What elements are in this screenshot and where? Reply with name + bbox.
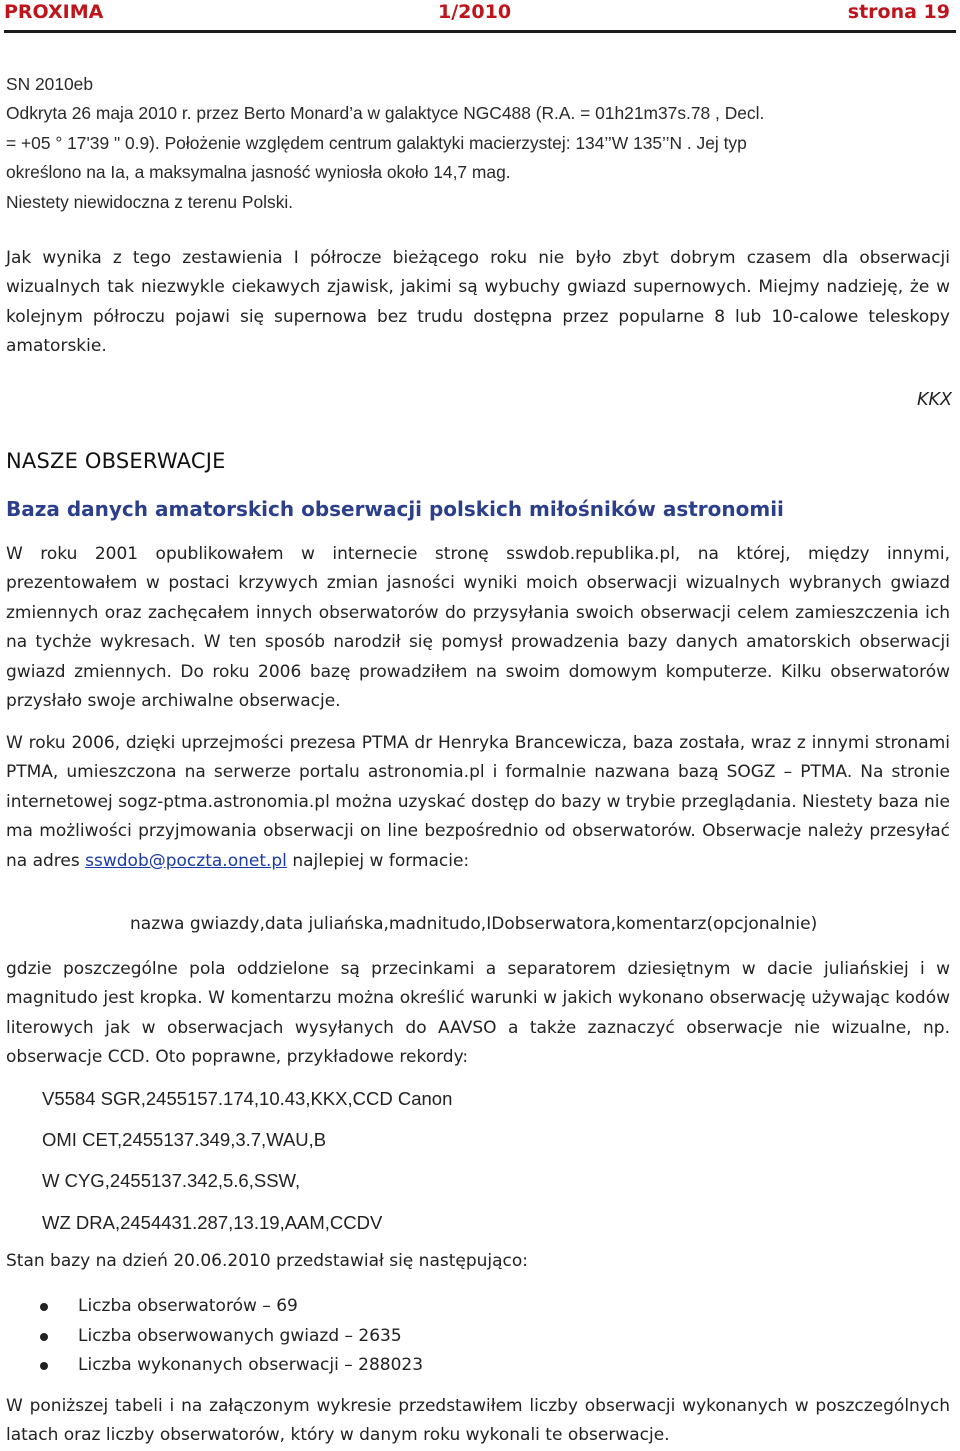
section-title: NASZE OBSERWACJE xyxy=(6,449,226,473)
list-item xyxy=(40,1323,423,1353)
paragraph-history xyxy=(6,540,950,716)
list-item-text: Liczba obserwowanych gwiazd – 2635 xyxy=(78,1325,402,1346)
example-records xyxy=(42,1084,452,1249)
issue-number: 1/2010 xyxy=(438,1,512,23)
list-item xyxy=(40,1352,423,1382)
page-header xyxy=(0,0,960,30)
supernova-line: = +05 ° 17'39 " 0.9). Położenie względem centrum galaktyki macierzystej: 134’’W 135’’N . Jej typ xyxy=(6,132,747,153)
bullet-icon xyxy=(40,1362,48,1370)
database-status-line: Stan bazy na dzień 20.06.2010 przedstawiał się następująco: xyxy=(6,1251,529,1271)
page-number: strona 19 xyxy=(847,1,950,23)
summary-paragraph xyxy=(6,244,950,362)
journal-name: PROXIMA xyxy=(4,1,104,23)
paragraph-database-text xyxy=(6,729,950,876)
supernova-line: Niestety niewidoczna z terenu Polski. xyxy=(6,191,294,212)
paragraph-database xyxy=(6,729,950,876)
supernova-description xyxy=(6,99,954,217)
bullet-icon xyxy=(40,1303,48,1311)
list-item xyxy=(40,1293,423,1323)
list-item-text: Liczba wykonanych obserwacji – 288023 xyxy=(78,1355,424,1375)
record-line: V5584 SGR,2455157.174,10.43,KKX,CCD Canon xyxy=(42,1088,453,1109)
record-line: OMI CET,2455137.349,3.7,WAU,B xyxy=(42,1129,327,1151)
summary-text: Jak wynika z tego zestawienia I półrocze bieżącego roku nie było zbyt dobrym czasem dla obserwacji wizualnych tak niezwykle ciekawych zjawisk, jakimi są wybuchy gwiazd supernowych. Miejmy nadzieję, że w kolejnym półroczu pojawi się supernowa bez trudu dostępna przez popularne 8 lub 10-calowe teleskopy amatorskie. xyxy=(6,248,950,357)
paragraph-fields xyxy=(6,955,950,1073)
statistics-list xyxy=(40,1293,423,1382)
paragraph-fields-text: gdzie poszczególne pola oddzielone są przecinkami a separatorem dziesiętnym w dacie juliańskiej i w magnitudo jest kropka. W komentarzu można określić warunki w jakich wykonano obserwację używając kodów literowych jak w obserwacjach wysyłanych do AAVSO a także zaznaczyć obserwacje nie wizualne, np. obserwacje CCD. Oto poprawne, przykładowe rekordy: xyxy=(6,959,950,1068)
record-line: WZ DRA,2454431.287,13.19,AAM,CCDV xyxy=(42,1211,383,1233)
supernova-title: SN 2010eb xyxy=(6,74,94,94)
paragraph-table-intro-text: W poniższej tabeli i na załączonym wykresie przedstawiłem liczby obserwacji wykonanych w poszczególnych latach oraz liczby obserwatorów, który w danym roku wykonali te obserwacje. xyxy=(6,1396,950,1446)
list-item-text: Liczba obserwatorów – 69 xyxy=(78,1296,298,1316)
paragraph-database-text-after: najlepiej w formacie: xyxy=(286,850,470,871)
paragraph-table-intro xyxy=(6,1392,950,1451)
paragraph-history-text: W roku 2001 opublikowałem w internecie stronę sswdob.republika.pl, na której, między innymi, prezentowałem w postaci krzywych zmian jasności wyniki moich obserwacji wizualnych wybranych gwiazd zmiennych oraz zachęcałem innych obserwatorów do przysyłania swoich obserwacji celem zamieszczenia ich na tychże wykresach. W ten sposób narodził się pomysł prowadzenia bazy danych amatorskich obserwacji gwiazd zmiennych. Do roku 2006 bazę prowadziłem na swoim domowym komputerze. Kilku obserwatorów przysłało swoje archiwalne obserwacje. xyxy=(6,544,950,712)
supernova-line: określono na Ia, a maksymalna jasność wyniosła około 14,7 mag. xyxy=(6,162,511,182)
format-line: nazwa gwiazdy,data juliańska,madnitudo,IDobserwatora,komentarz(opcjonalnie) xyxy=(130,914,818,934)
author-signature: KKX xyxy=(917,390,952,410)
bullet-icon xyxy=(40,1333,48,1341)
paragraph-database-text-before: W roku 2006, dzięki uprzejmości prezesa PTMA dr Henryka Brancewicza, baza została, wraz z innymi stronami PTMA, umieszczona na serwerze portalu astronomia.pl i formalnie nazwana bazą SOGZ – PTMA. Na stronie internetowej sogz-ptma.astronomia.pl można uzyskać dostęp do bazy w trybie przeglądania. Niestety baza nie ma możliwości przyjmowania obserwacji on line bezpośrednio od obserwatorów. Obserwacje należy przesyłać na adres xyxy=(6,733,950,871)
header-rule xyxy=(4,30,956,33)
supernova-line: Odkryta 26 maja 2010 r. przez Berto Monard’a w galaktyce NGC488 (R.A. = 01h21m37s.78 , Decl. xyxy=(6,103,765,123)
record-line: W CYG,2455137.342,5.6,SSW, xyxy=(42,1170,301,1192)
section-subtitle: Baza danych amatorskich obserwacji polskich miłośników astronomii xyxy=(6,497,784,521)
email-link[interactable]: sswdob@poczta.onet.pl xyxy=(85,850,287,871)
